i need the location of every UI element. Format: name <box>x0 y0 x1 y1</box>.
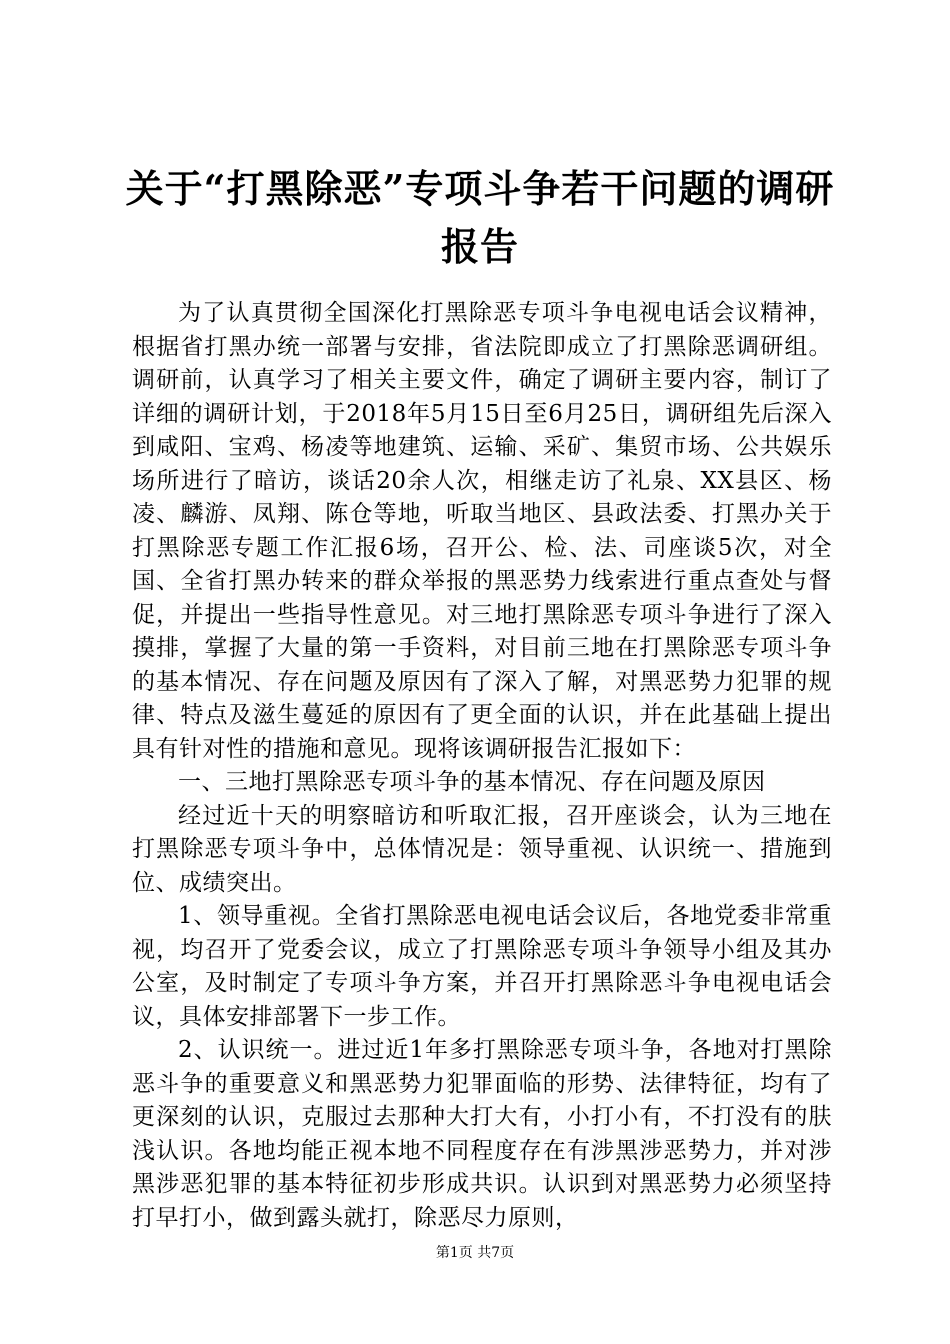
paragraph-overview: 经过近十天的明察暗访和听取汇报，召开座谈会，认为三地在打黑除恶专项斗争中，总体情况是：领导重视、认识统一、措施到位、成绩突出。 <box>132 802 832 896</box>
paragraph-point-2: 2、认识统一。进过近1年多打黑除恶专项斗争，各地对打黑除恶斗争的重要意义和黑恶势力犯罪面临的形势、法律特征，均有了更深刻的认识，克服过去那种大打大有，小打小有，不打没有的肤浅认识。各地均能正视本地不同程度存在有涉黑涉恶势力，并对涉黑涉恶犯罪的基本特征初步形成共识。认识到对黑恶势力必须坚持打早打小，做到露头就打，除恶尽力原则， <box>132 1037 832 1231</box>
paragraph-point-1: 1、领导重视。全省打黑除恶电视电话会议后，各地党委非常重视，均召开了党委会议，成立了打黑除恶专项斗争领导小组及其办公室，及时制定了专项斗争方案，并召开打黑除恶斗争电视电话会议，具体安排部署下一步工作。 <box>132 903 832 1030</box>
document-body <box>132 297 832 1235</box>
page-footer: 第1页 共7页 <box>435 1245 515 1261</box>
section-heading-1: 一、三地打黑除恶专项斗争的基本情况、存在问题及原因 <box>178 769 766 795</box>
document-title: 关于“打黑除恶”专项斗争若干问题的调研报告 <box>125 166 835 269</box>
paragraph-intro: 为了认真贯彻全国深化打黑除恶专项斗争电视电话会议精神，根据省打黑办统一部署与安排，省法院即成立了打黑除恶调研组。调研前，认真学习了相关主要文件，确定了调研主要内容，制订了详细的调研计划，于2018年5月15日至6月25日，调研组先后深入到咸阳、宝鸡、杨凌等地建筑、运输、采矿、集贸市场、公共娱乐场所进行了暗访，谈话20余人次，相继走访了礼泉、XX县区、杨凌、麟游、凤翔、陈仓等地，听取当地区、县政法委、打黑办关于打黑除恶专题工作汇报6场，召开公、检、法、司座谈5次，对全国、全省打黑办转来的群众举报的黑恶势力线索进行重点查处与督促，并提出一些指导性意见。对三地打黑除恶专项斗争进行了深入摸排，掌握了大量的第一手资料，对目前三地在打黑除恶专项斗争的基本情况、存在问题及原因有了深入了解，对黑恶势力犯罪的规律、特点及滋生蔓延的原因有了更全面的认识，并在此基础上提出具有针对性的措施和意见。现将该调研报告汇报如下： <box>132 300 832 762</box>
